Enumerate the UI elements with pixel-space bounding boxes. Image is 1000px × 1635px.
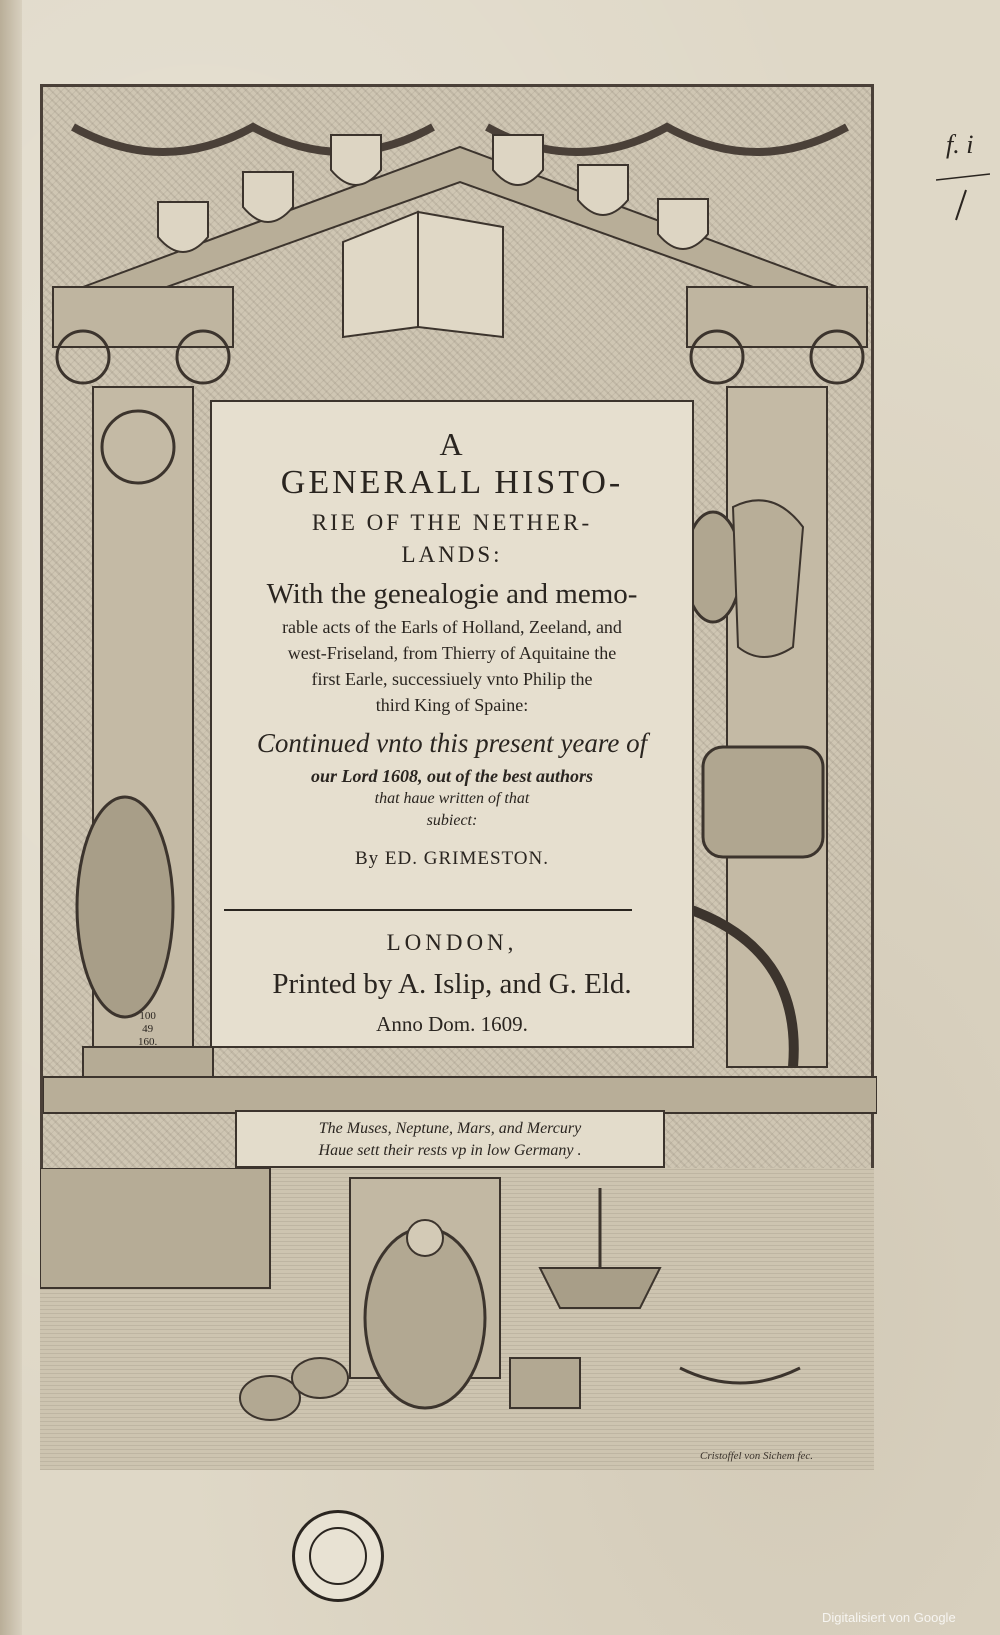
left-plinth xyxy=(83,1047,213,1077)
subtitle-line: third King of Spaine: xyxy=(375,695,529,715)
engraver-signature: Cristoffel von Sichem fec. xyxy=(700,1450,814,1462)
continuation-line: that haue written of that xyxy=(374,790,530,807)
ship-icon xyxy=(540,1268,660,1308)
barrel-icon xyxy=(292,1358,348,1398)
divider-rule xyxy=(224,909,632,911)
subtitle-line: With the genealogie and memo- xyxy=(266,578,638,610)
shield-icon xyxy=(243,172,293,222)
motto-plaque xyxy=(235,1110,665,1168)
shield-icon xyxy=(493,135,543,185)
title-line: A xyxy=(439,426,465,462)
subtitle-line: west-Friseland, from Thierry of Aquitaine the xyxy=(287,643,617,663)
library-stamp xyxy=(292,1510,384,1602)
town-buildings xyxy=(40,1168,270,1288)
author-line: By ED. GRIMESTON. xyxy=(355,848,549,869)
motto-line: Haue sett their rests vp in low Germany . xyxy=(318,1142,582,1159)
vase-label: 100 49 160. xyxy=(138,1010,158,1048)
barrel-icon xyxy=(240,1376,300,1420)
imprint-date: Anno Dom. 1609. xyxy=(376,1012,528,1036)
subtitle-line: first Earle, successiuely vnto Philip the xyxy=(311,669,593,689)
harbour-scene xyxy=(40,1168,874,1470)
right-pilaster xyxy=(727,387,827,1067)
harbour-scene-art xyxy=(40,1168,874,1470)
imprint-printer: Printed by A. Islip, and G. Eld. xyxy=(272,968,632,1000)
rowing-boat-icon xyxy=(680,1368,800,1383)
title-panel xyxy=(210,400,694,1048)
shield-icon xyxy=(158,202,208,252)
right-capital xyxy=(687,287,867,347)
left-capital xyxy=(53,287,233,347)
shield-icon xyxy=(658,199,708,249)
continuation-line: our Lord 1608, out of the best authors xyxy=(310,766,594,786)
base-ledge xyxy=(43,1077,877,1113)
shield-icon xyxy=(331,135,381,185)
cuirass-icon xyxy=(733,500,803,657)
margin-annotation: f. i xyxy=(936,120,990,250)
imprint-place: LONDON, xyxy=(386,930,518,955)
title-line: LANDS: xyxy=(401,542,503,567)
title-line: GENERALL HISTO- xyxy=(280,464,624,501)
shield-icon xyxy=(578,165,628,215)
title-line: RIE OF THE NETHER- xyxy=(311,510,593,535)
digitization-watermark: Digitalisiert von Google xyxy=(822,1610,956,1625)
motto-line: The Muses, Neptune, Mars, and Mercury xyxy=(318,1120,582,1137)
chest-icon xyxy=(510,1358,580,1408)
binding-gutter xyxy=(0,0,22,1635)
drum-icon xyxy=(703,747,823,857)
lute-icon xyxy=(77,797,173,1017)
open-book-icon xyxy=(343,212,418,337)
continuation-line: subiect: xyxy=(426,812,478,829)
subtitle-line: rable acts of the Earls of Holland, Zeeland, and xyxy=(282,617,622,637)
continuation-line: Continued vnto this present yeare of xyxy=(256,728,648,758)
